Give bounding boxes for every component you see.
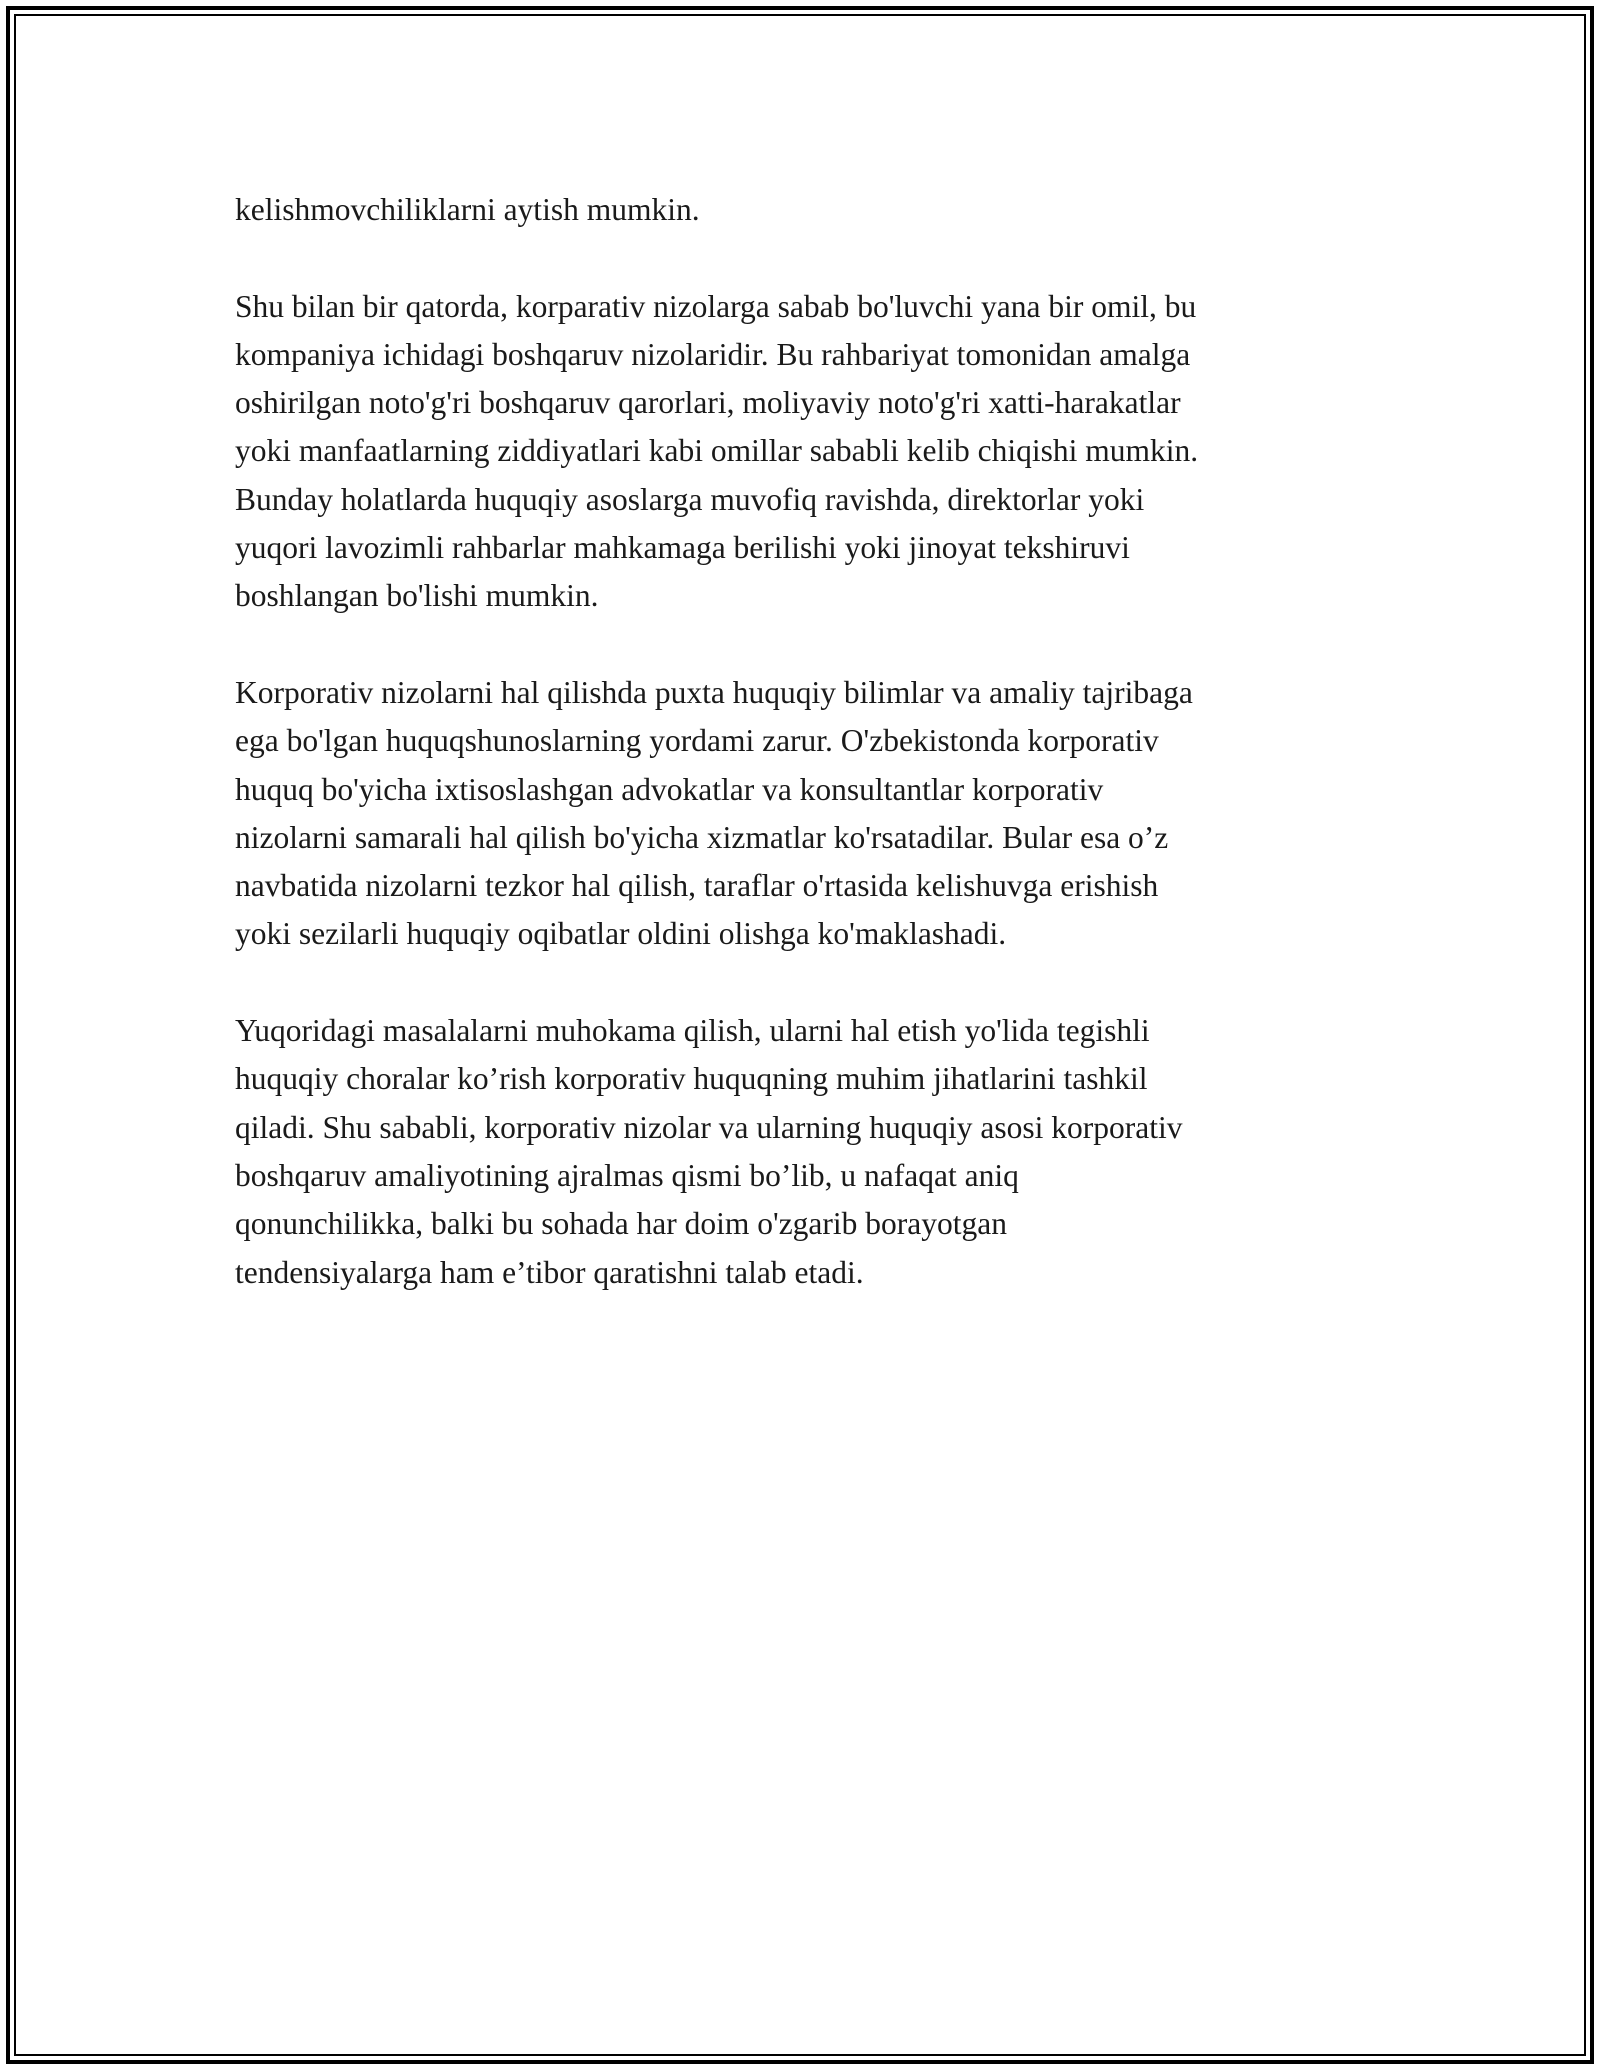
text-line: ega bo'lgan huquqshunoslarning yordami zarur. O'zbekistonda korporativ	[235, 723, 1159, 759]
text-line: nizolarni samarali hal qilish bo'yicha xizmatlar ko'rsatadilar. Bular esa o’z	[235, 819, 1169, 855]
text-line: yuqori lavozimli rahbarlar mahkamaga berilishi yoki jinoyat tekshiruvi	[235, 530, 1130, 566]
text-line: kompaniya ichidagi boshqaruv nizolaridir. Bu rahbariyat tomonidan amalga	[235, 336, 1191, 372]
text-line: boshlangan bo'lishi mumkin.	[235, 578, 599, 614]
text-line: boshqaruv amaliyotining ajralmas qismi bo’lib, u nafaqat aniq	[235, 1157, 1019, 1193]
paragraph-1	[235, 186, 1385, 234]
paragraph-4	[235, 1007, 1385, 1297]
text-line: navbatida nizolarni tezkor hal qilish, taraflar o'rtasida kelishuvga erishish	[235, 868, 1159, 904]
text-line: Korporativ nizolarni hal qilishda puxta huquqiy bilimlar va amaliy tajribaga	[235, 674, 1193, 710]
text-line: Bunday holatlarda huquqiy asoslarga muvofiq ravishda, direktorlar yoki	[235, 481, 1145, 517]
text-line: yoki manfaatlarning ziddiyatlari kabi omillar sababli kelib chiqishi mumkin.	[235, 433, 1199, 469]
text-line: oshirilgan noto'g'ri boshqaruv qarorlari, moliyaviy noto'g'ri xatti-harakatlar	[235, 385, 1181, 421]
text-line: huquqiy choralar ko’rish korporativ huquqning muhim jihatlarini tashkil	[235, 1061, 1148, 1097]
text-line: Shu bilan bir qatorda, korparativ nizolarga sabab bo'luvchi yana bir omil, bu	[235, 288, 1197, 324]
document-body	[235, 186, 1385, 1345]
text-line: huquq bo'yicha ixtisoslashgan advokatlar va konsultantlar korporativ	[235, 771, 1104, 807]
text-line: tendensiyalarga ham e’tibor qaratishni talab etadi.	[235, 1254, 864, 1290]
text-line: yoki sezilarli huquqiy oqibatlar oldini olishga ko'maklashadi.	[235, 916, 1007, 952]
text-line: kelishmovchiliklarni aytish mumkin.	[235, 192, 700, 227]
paragraph-3	[235, 669, 1385, 959]
paragraph-2	[235, 283, 1385, 621]
text-line: qiladi. Shu sababli, korporativ nizolar va ularning huquqiy asosi korporativ	[235, 1109, 1183, 1145]
text-line: Yuqoridagi masalalarni muhokama qilish, ularni hal etish yo'lida tegishli	[235, 1013, 1150, 1049]
text-line: qonunchilikka, balki bu sohada har doim o'zgarib borayotgan	[235, 1206, 1007, 1242]
